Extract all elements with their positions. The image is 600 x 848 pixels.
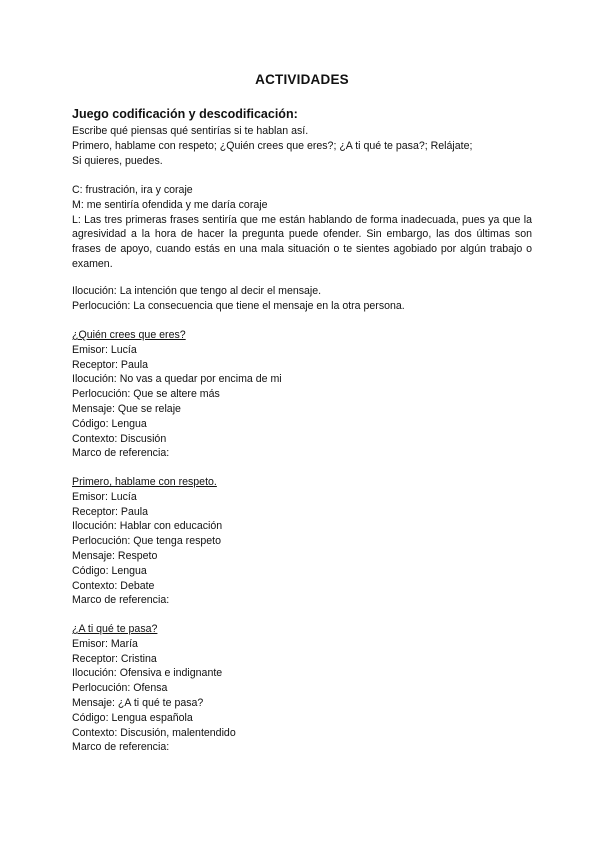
answer-c: C: frustración, ira y coraje [72, 184, 193, 196]
case-receptor: Receptor: Paula [72, 358, 148, 371]
answer-m: M: me sentiría ofendida y me daría coraje [72, 198, 268, 211]
case-marco: Marco de referencia: [72, 741, 170, 754]
case-ilocucion: Ilocución: Ofensiva e indignante [72, 667, 223, 680]
definition-illocution: Ilocución: La intención que tengo al decir el mensaje. [72, 285, 322, 297]
case-primero-respeto [72, 475, 222, 608]
intro-block [72, 124, 472, 168]
case-contexto: Contexto: Discusión, malentendido [72, 726, 236, 739]
case-marco: Marco de referencia: [72, 447, 170, 460]
case-mensaje: Mensaje: ¿A ti qué te pasa? [72, 696, 204, 709]
case-ilocucion: Ilocución: No vas a quedar por encima de mi [72, 373, 282, 386]
intro-line: Si quieres, puedes. [72, 154, 163, 167]
intro-line: Primero, hablame con respeto; ¿Quién crees que eres?; ¿A ti qué te pasa?; Relájate; [72, 139, 473, 152]
case-receptor: Receptor: Cristina [72, 652, 157, 665]
case-phrase: ¿Quién crees que eres? [72, 329, 186, 341]
case-ilocucion: Ilocución: Hablar con educación [72, 520, 223, 533]
case-phrase: Primero, hablame con respeto. [72, 476, 217, 488]
case-mensaje: Mensaje: Respeto [72, 549, 158, 562]
page-title: ACTIVIDADES [255, 72, 349, 87]
case-quien-crees [72, 328, 282, 461]
case-emisor: Emisor: María [72, 637, 138, 650]
case-marco: Marco de referencia: [72, 594, 170, 607]
definitions-block [72, 284, 405, 314]
definition-perlocution: Perlocución: La consecuencia que tiene el mensaje en la otra persona. [72, 299, 405, 312]
case-codigo: Código: Lengua española [72, 711, 193, 724]
case-receptor: Receptor: Paula [72, 505, 148, 518]
intro-line: Escribe qué piensas qué sentirías si te hablan así. [72, 125, 309, 137]
case-codigo: Código: Lengua [72, 417, 147, 430]
answer-l: L: Las tres primeras frases sentiría que me están hablando de forma inadecuada, pues ya que la agresividad a la hora de hacer la pregunta puede ofender. Sin embargo, las dos últimas son frases de apoyo, cuando estás en una mala situación o te sientes agobiado por algún trabajo o examen. [72, 213, 532, 270]
case-perlocucion: Perlocución: Ofensa [72, 682, 168, 695]
case-mensaje: Mensaje: Que se relaje [72, 402, 181, 415]
case-emisor: Emisor: Lucía [72, 490, 137, 503]
case-a-ti-que-te-pasa [72, 622, 236, 755]
case-contexto: Contexto: Discusión [72, 432, 167, 445]
answers-block [72, 183, 532, 272]
case-phrase: ¿A ti qué te pasa? [72, 623, 158, 635]
case-contexto: Contexto: Debate [72, 579, 155, 592]
case-perlocucion: Perlocución: Que se altere más [72, 388, 220, 401]
case-perlocucion: Perlocución: Que tenga respeto [72, 535, 221, 548]
case-codigo: Código: Lengua [72, 564, 147, 577]
section-heading: Juego codificación y descodificación: [72, 107, 298, 121]
case-emisor: Emisor: Lucía [72, 343, 137, 356]
